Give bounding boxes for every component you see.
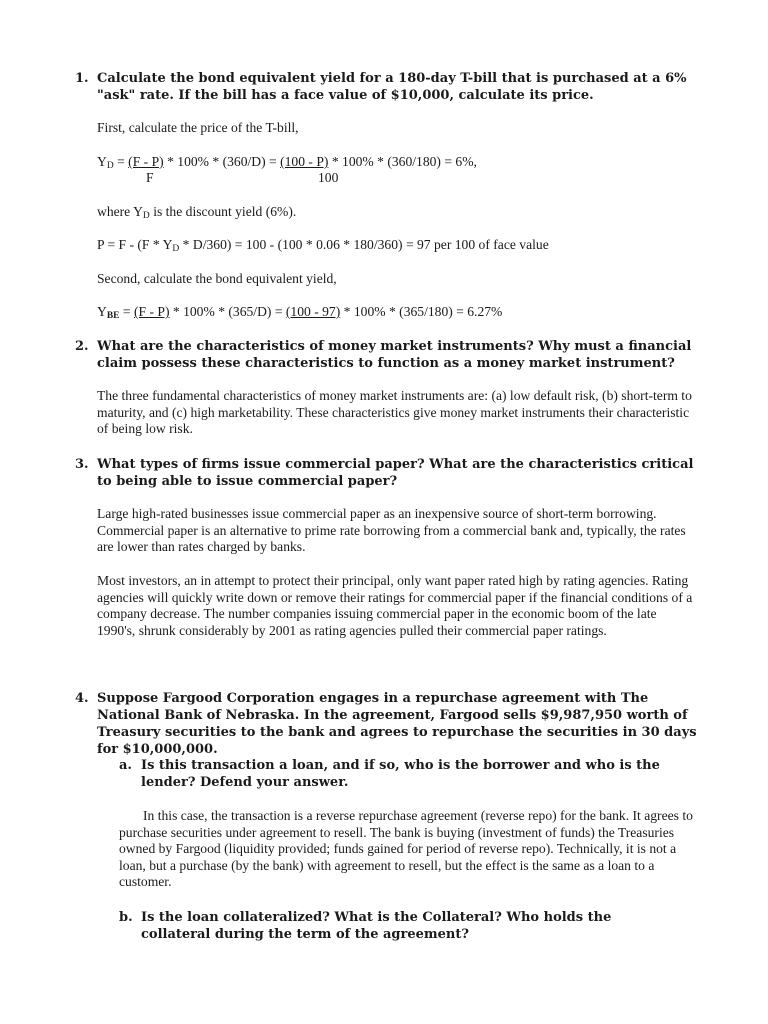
eq-denominator-2: 100 [318, 170, 339, 185]
question-1 [75, 70, 705, 104]
subquestion-text: Is the loan collateralized? What is the Collateral? Who holds the collateral during the term of the agreement? [141, 910, 612, 942]
q3-answer-paragraph-1: Large high-rated businesses issue commercial paper as an inexpensive source of short-term borrowing. Commercial paper is an alternative to prime rate borrowing from a commercial bank and, typically, the rates are lower than rates charged by banks. [97, 506, 686, 554]
question-4b [119, 909, 679, 943]
q1-step-1: First, calculate the price of the T-bill, [97, 120, 299, 135]
question-4a [119, 757, 679, 791]
q2-answer: The three fundamental characteristics of money market instruments are: (a) low default risk, (b) short-term to maturity, and (c) high marketability. These characteristics give money market instruments their characteristic of being low risk. [97, 388, 692, 436]
question-text: What are the characteristics of money market instruments? Why must a financial claim possess these characteristics to function as a money market instrument? [97, 339, 692, 371]
subquestion-label: b. [119, 910, 133, 925]
q1-where-line: where YD is the discount yield (6%). [97, 204, 297, 221]
question-number: 4. [75, 691, 89, 706]
question-3 [75, 456, 705, 490]
question-2 [75, 338, 705, 372]
subquestion-text: Is this transaction a loan, and if so, who is the borrower and who is the lender? Defend your answer. [141, 758, 660, 790]
question-text: Calculate the bond equivalent yield for a 180-day T-bill that is purchased at a 6% "ask" rate. If the bill has a face value of $10,000, calculate its price. [97, 71, 687, 103]
question-text: Suppose Fargood Corporation engages in a repurchase agreement with The National Bank of Nebraska. In the agreement, Fargood sells $9,987,950 worth of Treasury securities to the bank and agrees to repurchase the securities in 30 days for $10,000,000. [97, 691, 697, 757]
subquestion-label: a. [119, 758, 132, 773]
question-number: 3. [75, 457, 89, 472]
eq-numerator-1: (F - P) [128, 154, 164, 169]
q1-step-2: Second, calculate the bond equivalent yield, [97, 271, 337, 286]
q1-price-line: P = F - (F * YD * D/360) = 100 - (100 * 0.06 * 180/360) = 97 per 100 of face value [97, 237, 549, 254]
eq-symbol: YD [97, 154, 114, 171]
question-number: 1. [75, 71, 89, 86]
discount-yield-equation: YD = (F - P) * 100% * (360/D) = (100 - P) * 100% * (360/180) = 6%, [97, 154, 477, 171]
q4a-answer: In this case, the transaction is a reverse repurchase agreement (reverse repo) for the bank. It agrees to purchase securities under agreement to resell. The bank is buying (investment of funds) the Treasuries owned by Fargood (liquidity provided; funds gained for period of reverse repo). Technically, it is not a loan, but a purchase (by the bank) with agreement to resell, but the effect is the same as a loan to a customer. [119, 808, 693, 889]
q3-answer-paragraph-2: Most investors, an in attempt to protect their principal, only want paper rated high by rating agencies. Rating agencies will quickly write down or remove their ratings for commercial paper if the financial conditions of a company decrease. The number companies issuing commercial paper in the economic boom of the late 1990's, shrunk considerably by 2001 as rating agencies pulled their commercial paper ratings. [97, 573, 693, 638]
question-4 [75, 690, 705, 758]
question-text: What types of firms issue commercial paper? What are the characteristics critical to being able to issue commercial paper? [97, 457, 694, 489]
eq-denominator-1: F [146, 170, 154, 185]
question-number: 2. [75, 339, 89, 354]
bond-equivalent-yield-equation: YBE = (F - P) * 100% * (365/D) = (100 - 97) * 100% * (365/180) = 6.27% [97, 304, 503, 321]
eq-numerator-2: (100 - P) [280, 154, 329, 169]
